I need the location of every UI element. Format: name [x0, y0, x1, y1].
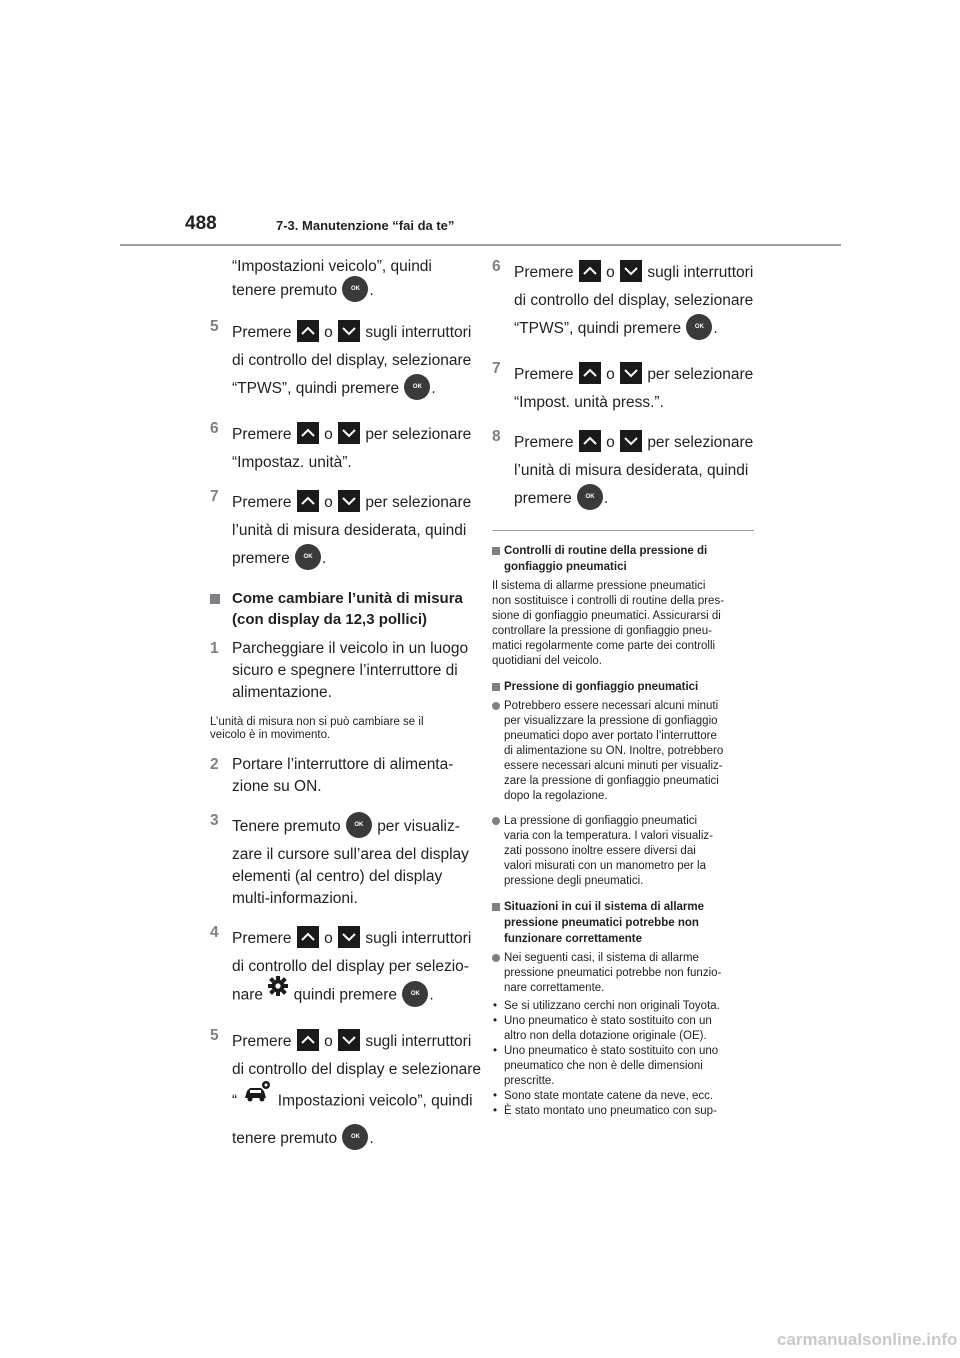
ok-button-icon: OK — [346, 812, 372, 838]
chevron-up-icon — [579, 430, 601, 452]
chevron-up-icon — [297, 422, 319, 444]
step-2: 2 Portare l’interruttore di alimenta- zione su ON. — [210, 756, 454, 795]
step-number: 1 — [210, 640, 219, 657]
chevron-down-icon — [338, 422, 360, 444]
chevron-down-icon — [620, 430, 642, 452]
step-number: 7 — [492, 360, 501, 377]
chevron-down-icon — [620, 362, 642, 384]
chevron-up-icon — [297, 926, 319, 948]
step-5a: 5 Premere o sugli interruttori di controllo del display, selezionare “TPWS”, quindi premere OK . — [210, 316, 470, 406]
step-number: 3 — [210, 812, 219, 829]
car-settings-icon — [241, 1078, 273, 1119]
right-column — [492, 256, 754, 1119]
left-column — [210, 256, 482, 1168]
step-number: 5 — [210, 1027, 219, 1044]
ok-button-icon: OK — [577, 484, 603, 510]
gear-icon — [267, 975, 289, 1010]
list-item: • È stato montato uno pneumatico con sup- — [492, 1104, 754, 1119]
header-divider — [120, 244, 841, 246]
intro-continuation: “Impostazioni veicolo”, quindi tenere premuto OK . — [210, 256, 470, 304]
chevron-up-icon — [579, 260, 601, 282]
chevron-down-icon — [338, 1029, 360, 1051]
step-8: 8 Premere o per selezionare l’unità di misura desiderata, quindi premere OK . — [492, 426, 754, 516]
list-item: • Se si utilizzano cerchi non originali Toyota. — [492, 999, 754, 1014]
chevron-up-icon — [297, 490, 319, 512]
bullet-item: Potrebbero essere necessari alcuni minuti per visualizzare la pressione di gonfiaggio pneumatici dopo aver portato l’interruttore di alimentazione su ON. Inoltre, potrebbero essere necessari alcuni minuti per visualiz- zare la pressione di gonfiaggio pneumatici dopo la regolazione. — [492, 699, 754, 804]
step-5b: 5 Premere o sugli interruttori di controllo del display e selezionare “ Impostazioni veicolo”, quindi tenere premuto OK . — [210, 1025, 470, 1156]
square-marker — [210, 594, 220, 604]
chevron-up-icon — [297, 1029, 319, 1051]
note-paragraph: Il sistema di allarme pressione pneumatici non sostituisce i controlli di routine della pres- sione di gonfiaggio pneumatici. Assicurarsi di controllare la pressione di gonfiaggio pneu- matici regolarmente come parte dei controlli quotidiani del veicolo. — [492, 580, 725, 667]
square-marker — [492, 903, 500, 911]
watermark: carmanualsonline.info — [777, 1330, 958, 1349]
square-marker — [492, 683, 500, 691]
step-7a: 7 Premere o per selezionare l’unità di misura desiderata, quindi premere OK . — [210, 486, 470, 576]
ok-button-icon: OK — [686, 314, 712, 340]
page-number: 488 — [185, 213, 217, 234]
note-heading: Controlli di routine della pressione di gonfiaggio pneumatici — [492, 543, 754, 575]
bullet-dot — [492, 954, 500, 962]
note-heading: Pressione di gonfiaggio pneumatici — [492, 679, 754, 695]
step-number: 6 — [492, 258, 501, 275]
section-heading: Come cambiare l’unità di misura (con display da 12,3 pollici) — [210, 588, 470, 630]
situation-list — [492, 999, 754, 1119]
bullet-item: La pressione di gonfiaggio pneumatici varia con la temperatura. I valori visualiz- zati possono inoltre essere diversi dai valori misurati con un manometro per la pressione degli pneumatici. — [492, 814, 754, 889]
step-number: 6 — [210, 420, 219, 437]
ok-button-icon: OK — [402, 981, 428, 1007]
step-1: 1 Parcheggiare il veicolo in un luogo sicuro e spegnere l’interruttore di alimentazione. — [210, 640, 469, 701]
list-item: • Uno pneumatico è stato sostituito con uno pneumatico che non è delle dimensioni prescritte. — [492, 1044, 754, 1089]
ok-button-icon: OK — [404, 374, 430, 400]
step-3: 3 Tenere premuto OK per visualiz- zare il cursore sull’area del display elementi (al centro) del display multi-informazioni. — [210, 812, 469, 907]
step-7: 7 Premere o per selezionare “Impost. unità press.”. — [492, 360, 754, 411]
list-item: • Sono state montate catene da neve, ecc. — [492, 1089, 754, 1104]
note-heading: Situazioni in cui il sistema di allarme pressione pneumatici potrebbe non funzionare correttamente — [492, 899, 754, 947]
square-marker — [492, 547, 500, 555]
step-number: 8 — [492, 428, 501, 445]
section-title: 7-3. Manutenzione “fai da te” — [276, 218, 455, 233]
chevron-up-icon — [297, 320, 319, 342]
note: L’unità di misura non si può cambiare se il veicolo è in movimento. — [210, 716, 424, 741]
step-number: 7 — [210, 488, 219, 505]
chevron-down-icon — [620, 260, 642, 282]
bullet-dot — [492, 817, 500, 825]
chevron-up-icon — [579, 362, 601, 384]
ok-button-icon: OK — [342, 276, 368, 302]
step-6a: 6 Premere o per selezionare “Impostaz. unità”. — [210, 420, 472, 471]
step-4: 4 Premere o sugli interruttori di controllo del display per selezio- nare quindi premere OK . — [210, 922, 470, 1013]
ok-button-icon: OK — [342, 1124, 368, 1150]
chevron-down-icon — [338, 926, 360, 948]
ok-button-icon: OK — [295, 544, 321, 570]
step-number: 2 — [210, 756, 219, 773]
list-item: • Uno pneumatico è stato sostituito con un altro non della dotazione originale (OE). — [492, 1014, 754, 1044]
step-6: 6 Premere o sugli interruttori di controllo del display, selezionare “TPWS”, quindi premere OK . — [492, 256, 754, 346]
chevron-down-icon — [338, 490, 360, 512]
bullet-dot — [492, 702, 500, 710]
chevron-down-icon — [338, 320, 360, 342]
step-number: 4 — [210, 924, 219, 941]
notes-divider — [492, 530, 754, 531]
bullet-item: Nei seguenti casi, il sistema di allarme pressione pneumatici potrebbe non funzio- nare correttamente. — [492, 951, 754, 996]
step-number: 5 — [210, 318, 219, 335]
